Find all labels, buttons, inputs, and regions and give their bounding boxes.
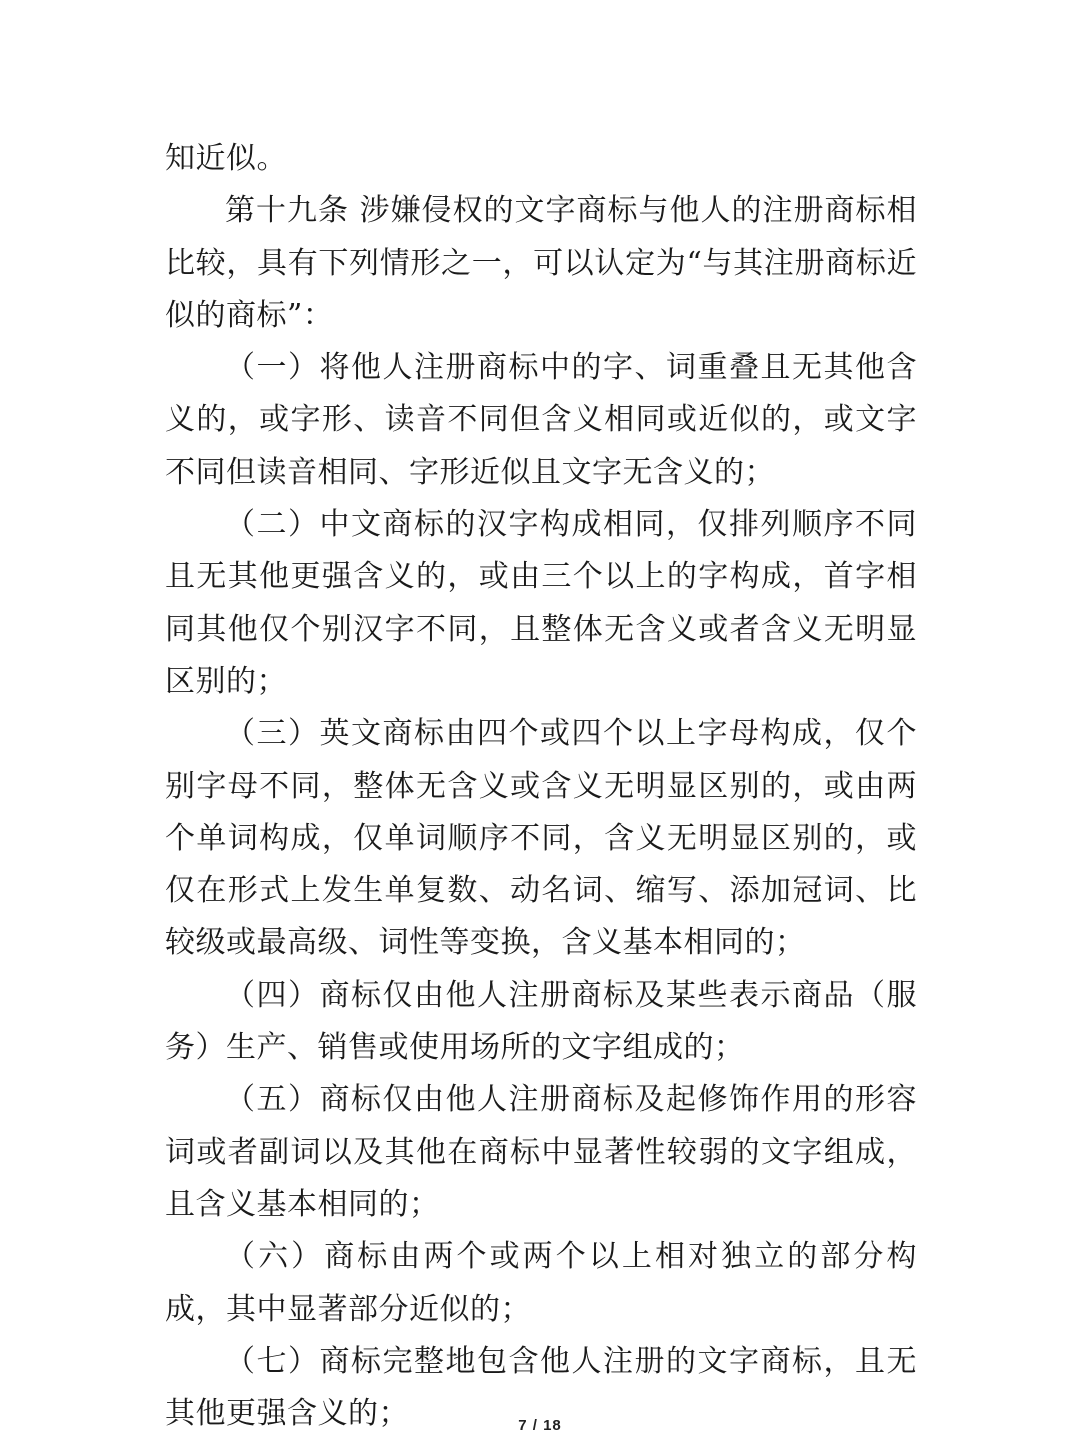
paragraph-item-6: （六）商标由两个或两个以上相对独立的部分构成，其中显著部分近似的； xyxy=(165,1239,917,1327)
paragraph-item-7: （七）商标完整地包含他人注册的文字商标，且无其他更强含义的； xyxy=(165,1343,917,1432)
page-number: 7 / 18 xyxy=(518,1417,562,1434)
document-body xyxy=(165,133,917,1440)
paragraph-article-19: 第十九条 涉嫌侵权的文字商标与他人的注册商标相比较，具有下列情形之一，可以认定为“与其注册商标近似的商标”： xyxy=(165,193,917,333)
paragraph-continuation: 知近似。 xyxy=(165,141,287,176)
paragraph-item-5: （五）商标仅由他人注册商标及起修饰作用的形容词或者副词以及其他在商标中显著性较弱的文字组成，且含义基本相同的； xyxy=(165,1082,917,1222)
paragraph-item-4: （四）商标仅由他人注册商标及某些表示商品（服务）生产、销售或使用场所的文字组成的； xyxy=(165,977,917,1066)
paragraph-item-1: （一）将他人注册商标中的字、词重叠且无其他含义的，或字形、读音不同但含义相同或近似的，或文字不同但读音相同、字形近似且文字无含义的； xyxy=(165,350,917,490)
paragraph-item-3: （三）英文商标由四个或四个以上字母构成，仅个别字母不同，整体无含义或含义无明显区别的，或由两个单词构成，仅单词顺序不同，含义无明显区别的，或仅在形式上发生单复数、动名词、缩写、添加冠词、比较级或最高级、词性等变换，含义基本相同的； xyxy=(165,716,917,961)
paragraph-item-2: （二）中文商标的汉字构成相同，仅排列顺序不同且无其他更强含义的，或由三个以上的字构成，首字相同其他仅个别汉字不同，且整体无含义或者含义无明显区别的； xyxy=(165,507,917,699)
